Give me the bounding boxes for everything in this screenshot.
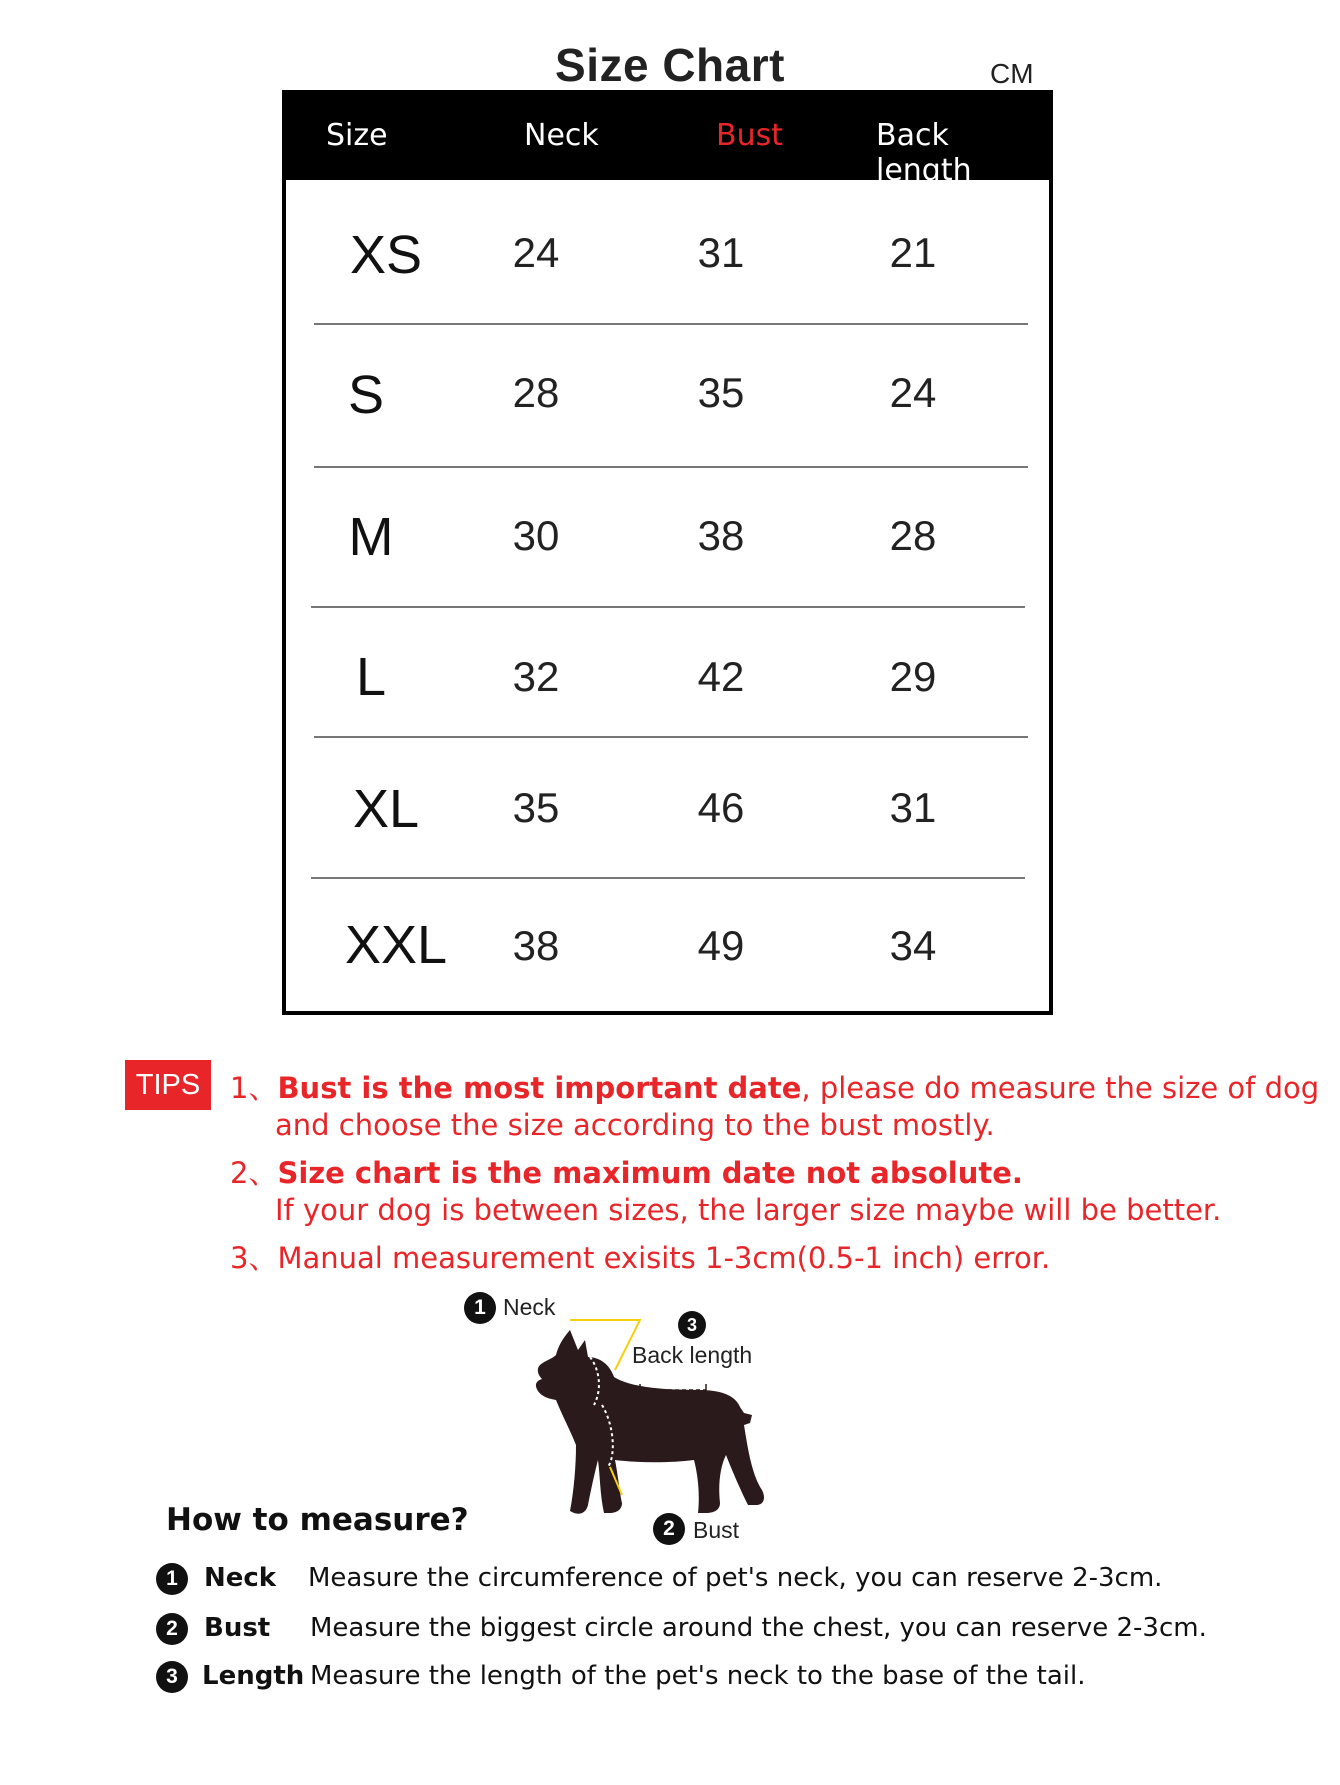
- measure-neck-text: Measure the circumference of pet's neck, you can reserve 2-3cm.: [308, 1563, 1163, 1593]
- measure-neck-label: Neck: [204, 1563, 277, 1593]
- table-row-size: L: [355, 647, 387, 707]
- table-row-neck: 32: [512, 653, 560, 700]
- table-row-back: 29: [889, 653, 937, 700]
- table-row-back: 34: [889, 922, 937, 969]
- neck-number-icon: 1: [156, 1563, 188, 1595]
- table-row-size: XL: [352, 779, 420, 839]
- diagram-bust-label: Bust: [693, 1517, 740, 1543]
- table-row-bust: 35: [697, 369, 745, 416]
- table-row-neck: 24: [512, 229, 560, 276]
- neck-number-icon: 1: [464, 1292, 496, 1324]
- table-row-neck: 28: [512, 369, 560, 416]
- table-row-size: S: [347, 365, 385, 425]
- table-row-size: XS: [349, 225, 423, 285]
- table-row-bust: 49: [697, 922, 745, 969]
- tip-2-bold: Size chart is the maximum date not absolute.: [277, 1156, 1023, 1190]
- table-row-back: 28: [889, 512, 937, 559]
- bust-number-icon: 2: [653, 1513, 685, 1545]
- measure-length-text: Measure the length of the pet's neck to the base of the tail.: [310, 1661, 1086, 1691]
- length-number-icon: 3: [156, 1661, 188, 1693]
- table-row-back: 31: [889, 784, 937, 831]
- tip-2: [230, 1151, 1023, 1192]
- back-length-number-icon: 3: [678, 1311, 706, 1339]
- tip-1-continued: and choose the size according to the bust mostly.: [275, 1108, 995, 1142]
- header-back-length: Back length: [876, 118, 972, 188]
- tip-2-continued: If your dog is between sizes, the larger size maybe will be better.: [275, 1193, 1222, 1227]
- tip-3: [230, 1236, 1050, 1277]
- table-header: [286, 94, 1049, 188]
- bust-number-icon: 2: [156, 1613, 188, 1645]
- measure-bust-label: Bust: [204, 1613, 271, 1643]
- row-divider: [311, 606, 1025, 608]
- size-table: [282, 90, 1053, 1015]
- tip-2-number: 2、: [230, 1156, 278, 1190]
- row-divider: [314, 466, 1028, 468]
- header-size: Size: [326, 118, 388, 153]
- table-row-bust: 42: [697, 653, 745, 700]
- table-row-bust: 38: [697, 512, 745, 559]
- how-to-measure-title: How to measure?: [166, 1502, 469, 1538]
- header-neck: Neck: [524, 118, 599, 153]
- measure-bust-text: Measure the biggest circle around the chest, you can reserve 2-3cm.: [310, 1613, 1207, 1643]
- page-title: Size Chart: [555, 39, 785, 91]
- table-row-bust: 46: [697, 784, 745, 831]
- table-row-neck: 38: [512, 922, 560, 969]
- diagram-back-length-label: Back length: [632, 1342, 753, 1368]
- row-divider: [314, 736, 1028, 738]
- table-row-neck: 35: [512, 784, 560, 831]
- table-row-size: M: [348, 507, 394, 567]
- tip-1-rest: , please do measure the size of dog: [801, 1071, 1320, 1105]
- diagram-neck-label: Neck: [503, 1294, 556, 1320]
- table-row-size: XXL: [344, 915, 448, 975]
- tip-3-number: 3、: [230, 1241, 278, 1275]
- row-divider: [314, 323, 1028, 325]
- tip-1-bold: Bust is the most important date: [277, 1071, 802, 1105]
- measure-length-label: Length: [202, 1661, 305, 1691]
- unit-label: CM: [990, 58, 1034, 89]
- table-row-bust: 31: [697, 229, 745, 276]
- tip-1-number: 1、: [230, 1071, 278, 1105]
- tips-badge: TIPS: [125, 1060, 211, 1110]
- table-row-back: 21: [889, 229, 937, 276]
- table-row-back: 24: [889, 369, 937, 416]
- table-row-neck: 30: [512, 512, 560, 559]
- row-divider: [311, 877, 1025, 879]
- header-bust: Bust: [716, 118, 783, 153]
- tip-3-text: Manual measurement exisits 1-3cm(0.5-1 inch) error.: [277, 1241, 1051, 1275]
- tip-1: [230, 1066, 1319, 1107]
